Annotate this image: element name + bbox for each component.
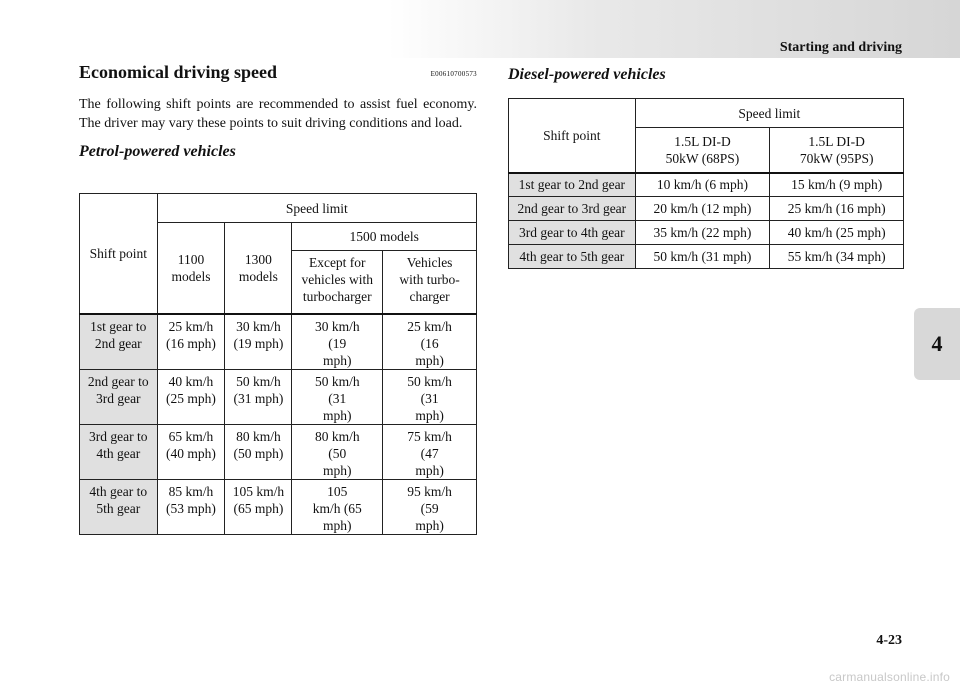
- speed-cell: 20 km/h (12 mph): [635, 197, 770, 221]
- speed-cell: 25 km/h (16 mph): [770, 197, 904, 221]
- table-row: [509, 197, 904, 221]
- speed-cell: 30 km/h (19 mph): [292, 314, 383, 370]
- col-1500-turbo-header: Vehicles with turbo-charger: [383, 251, 477, 314]
- diesel-table: [508, 98, 904, 269]
- col-70kw-line1: 1.5L DI-D: [808, 133, 865, 149]
- col-70kw-header: [770, 128, 904, 173]
- col-1300-header: 1300 models: [225, 223, 292, 314]
- speed-cell: 50 km/h (31 mph): [225, 369, 292, 424]
- speed-cell: 95 km/h (59 mph): [383, 479, 477, 534]
- speed-cell: 85 km/h (53 mph): [157, 479, 225, 534]
- table-row: [509, 173, 904, 197]
- diesel-shift-point-header: Shift point: [509, 99, 636, 173]
- speed-cell: 25 km/h (16 mph): [383, 314, 477, 370]
- col-50kw-line1: 1.5L DI-D: [674, 133, 731, 149]
- intro-paragraph: The following shift points are recommended to assist fuel economy. The driver may vary these points to suit driving conditions and load.: [79, 97, 477, 131]
- table-row: [509, 221, 904, 245]
- table-row: [80, 424, 477, 479]
- section-title: Economical driving speed: [79, 62, 278, 82]
- gear-cell: 3rd gear to 4th gear: [80, 424, 158, 479]
- col-1100-header: 1100 models: [157, 223, 225, 314]
- page-number: 4-23: [876, 633, 902, 648]
- speed-cell: 30 km/h (19 mph): [225, 314, 292, 370]
- gear-cell: 2nd gear to 3rd gear: [80, 369, 158, 424]
- col-50kw-line2: 50kW (68PS): [665, 150, 740, 166]
- right-column: [508, 66, 904, 84]
- diesel-heading: Diesel-powered vehicles: [508, 66, 666, 83]
- col-1500-except-header: Except for vehicles with turbocharger: [292, 251, 383, 314]
- petrol-heading: Petrol-powered vehicles: [79, 143, 236, 160]
- gear-cell: 2nd gear to 3rd gear: [509, 197, 636, 221]
- section-heading: [79, 62, 477, 88]
- speed-cell: 40 km/h (25 mph): [157, 369, 225, 424]
- speed-cell: 50 km/h (31 mph): [635, 245, 770, 269]
- petrol-speed-limit-header: Speed limit: [157, 194, 476, 223]
- gear-cell: 4th gear to 5th gear: [509, 245, 636, 269]
- table-row: [80, 479, 477, 534]
- table-row: [509, 245, 904, 269]
- col-50kw-header: [635, 128, 770, 173]
- watermark-text: carmanualsonline.info: [829, 670, 950, 684]
- speed-cell: 25 km/h (16 mph): [157, 314, 225, 370]
- chapter-tab: 4: [914, 308, 960, 380]
- speed-cell: 80 km/h (50 mph): [292, 424, 383, 479]
- speed-cell: 65 km/h (40 mph): [157, 424, 225, 479]
- gear-cell: 1st gear to 2nd gear: [509, 173, 636, 197]
- col-1500-header: 1500 models: [292, 223, 477, 251]
- speed-cell: 75 km/h (47 mph): [383, 424, 477, 479]
- diesel-speed-limit-header: Speed limit: [635, 99, 903, 128]
- section-code: E00610700573: [430, 70, 477, 78]
- table-row: [80, 369, 477, 424]
- speed-cell: 80 km/h (50 mph): [225, 424, 292, 479]
- col-70kw-line2: 70kW (95PS): [799, 150, 874, 166]
- speed-cell: 40 km/h (25 mph): [770, 221, 904, 245]
- speed-cell: 55 km/h (34 mph): [770, 245, 904, 269]
- speed-cell: 10 km/h (6 mph): [635, 173, 770, 197]
- gear-cell: 4th gear to 5th gear: [80, 479, 158, 534]
- speed-cell: 50 km/h (31 mph): [383, 369, 477, 424]
- speed-cell: 50 km/h (31 mph): [292, 369, 383, 424]
- speed-cell: 35 km/h (22 mph): [635, 221, 770, 245]
- gear-cell: 1st gear to 2nd gear: [80, 314, 158, 370]
- running-header: Starting and driving: [779, 40, 902, 55]
- gear-cell: 3rd gear to 4th gear: [509, 221, 636, 245]
- petrol-shift-point-header: Shift point: [80, 194, 158, 314]
- speed-cell: 105 km/h (65 mph): [225, 479, 292, 534]
- petrol-table: [79, 193, 477, 535]
- speed-cell: 15 km/h (9 mph): [770, 173, 904, 197]
- table-row: [80, 314, 477, 370]
- speed-cell: 105 km/h (65 mph): [292, 479, 383, 534]
- left-column: [79, 62, 477, 161]
